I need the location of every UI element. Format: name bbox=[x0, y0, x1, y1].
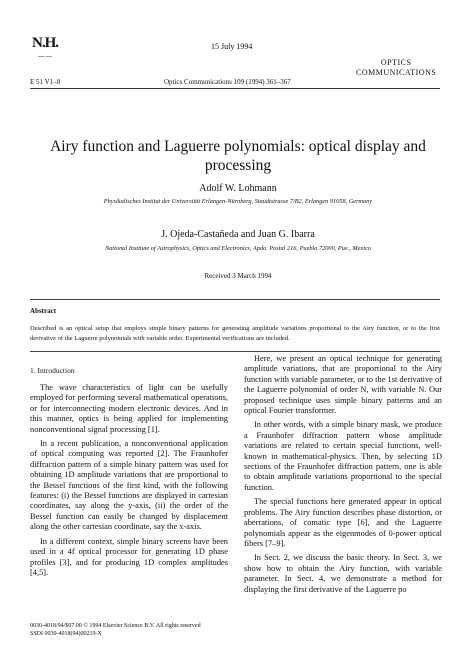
abstract-rule-top bbox=[30, 299, 440, 300]
journal-name-line1: OPTICS bbox=[380, 58, 412, 67]
author-line-2: J. Ojeda-Castañeda and Juan G. Ibarra bbox=[161, 229, 315, 240]
paragraph: In a different context, simple binary screens have been used in a 4f optical processor for generating 1D phase profiles [3], and for producing 1D complex amplitudes [4,5]. bbox=[30, 536, 228, 577]
header-rule bbox=[30, 88, 440, 89]
publisher-logo bbox=[30, 36, 60, 72]
journal-code: E 51 V1–8 bbox=[30, 78, 61, 86]
copyright-footer bbox=[30, 622, 240, 638]
article-title: Airy function and Laguerre polynomials: optical display and processing bbox=[50, 138, 426, 174]
publisher-logo-text: N.H. bbox=[32, 35, 58, 51]
abstract-text: Described is an optical setup that employs simple binary patterns for generating amplitude variations proportional to the Airy function, or to the first derivative of the Laguerre polynomials with variable order. Experimental verifications are included. bbox=[30, 325, 440, 342]
journal-name-line2: COMMUNICATIONS bbox=[356, 68, 437, 77]
abstract-heading: Abstract bbox=[30, 307, 57, 315]
paragraph: In a recent publication, a nonconventional application of optical computing was reported [2]. The Fraunhofer diffraction pattern of a simple binary pattern was used for obtaining 1D amplitude variations that are proportional to the Bessel functions of the first kind, with the following features: (i) the Bessel functions are displayed in cartesian coordinates, say along the y-axis, (ii) the order of the Bessel function can easily be changed by displacement along the other cartesian coordinate, say the x-axis. bbox=[30, 439, 228, 532]
author-line-1: Adolf W. Lohmann bbox=[199, 183, 277, 194]
paragraph: Here, we present an optical technique for generating amplitude variations, that are proportional to the Airy function with variable parameter, or to the 1st derivative of the Laguerre polynomial of order N, with variable N. Our proposed technique uses simple binary patterns and an optical Fourier transformer. bbox=[244, 354, 442, 416]
paragraph: In Sect. 2, we discuss the basic theory. In Sect. 3, we show how to obtain the Airy function, with variable parameter. In Sect. 4, we demonstrate a method for displaying the first derivative of the Laguerre po bbox=[244, 553, 442, 594]
paragraph: The wave characteristics of light can be usefully employed for performing several mathematical operations, or for interconnecting modern electronic devices. And in this manner, optics is being applied for implementing nonconventional signal processing [1]. bbox=[30, 383, 228, 434]
left-column bbox=[30, 340, 228, 582]
publisher-logo-sub: — — bbox=[38, 54, 52, 60]
copyright-line: 0030-4018/94/$07.00 © 1994 Elsevier Science B.V. All rights reserved bbox=[30, 623, 201, 629]
affiliation-1: Physikalisches Institut der Universität Erlangen-Nürnberg, Staudtstrasse 7/B2, Erlangen 91058, Germany bbox=[103, 198, 373, 205]
received-date: Received 3 March 1994 bbox=[204, 272, 272, 280]
journal-name bbox=[356, 58, 436, 78]
affiliation-2: National Institute of Astrophysics, Optics and Electronics, Apdo. Postal 216, Puebla 72000, Pue., Mexico bbox=[105, 245, 371, 252]
right-column bbox=[244, 340, 442, 599]
issue-date: 15 July 1994 bbox=[211, 42, 253, 51]
paragraph: The special functions here generated appear in optical problems. The Airy function describes phase distortion, or aberrations, of comatic type [6], and the Laguerre polynomials appear as the eigenmodes of 0-power optical fibers [7–9]. bbox=[244, 497, 442, 548]
ssdi-line: SSDI 0030-4018(94)00219-X bbox=[30, 631, 102, 637]
paragraph: In other words, with a simple binary mask, we produce a Fraunhofer diffraction pattern whose amplitude variations are related to certain special functions, well-known in mathematical-physics. Then, by selecting 1D sections of the Fraunhofer diffraction pattern, one is able to obtain amplitude variations proportional to the special function. bbox=[244, 420, 442, 492]
journal-citation: Optics Communications 109 (1994) 361–367 bbox=[164, 78, 291, 86]
section-heading: 1. Introduction bbox=[30, 366, 75, 375]
